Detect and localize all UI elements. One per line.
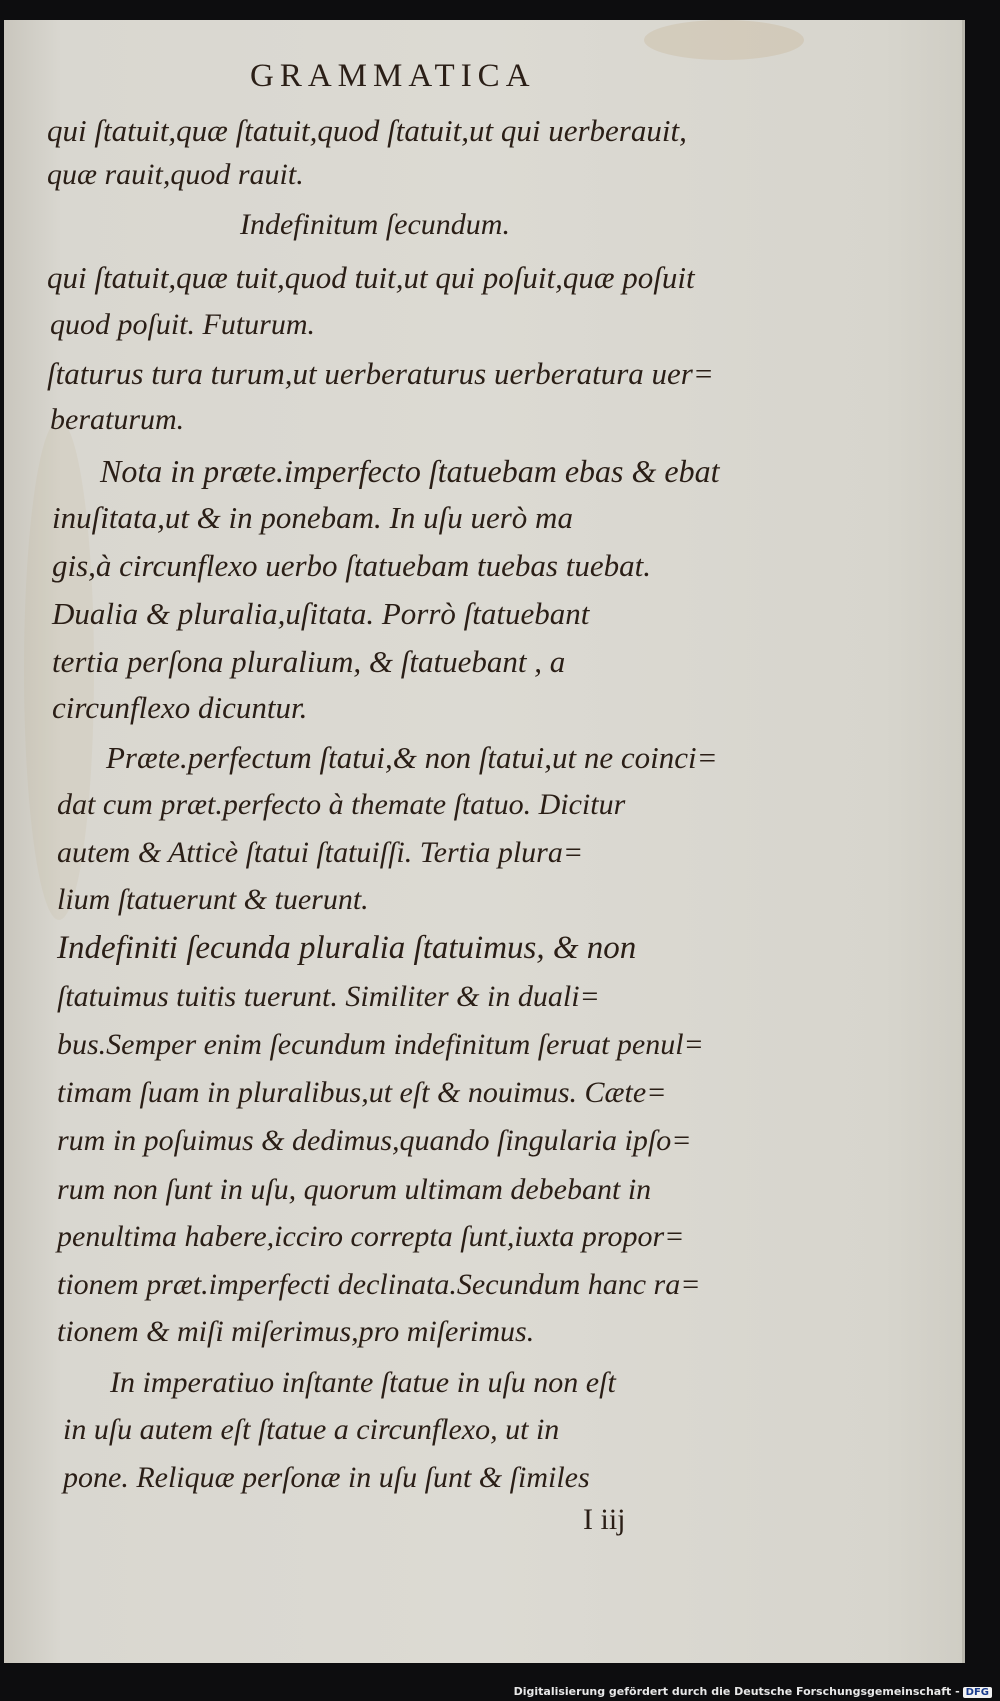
text-line: Indefinitum ſecundum. (240, 208, 510, 241)
text-line: bus.Semper enim ſecundum indefinitum ſeruat penul= (57, 1028, 704, 1061)
text-line: Dualia & pluralia,uſitata. Porrò ſtatuebant (52, 596, 590, 631)
text-line: rum non ſunt in uſu, quorum ultimam debebant in (57, 1173, 652, 1206)
text-line: inuſitata,ut & in ponebam. In uſu uerò ma (52, 500, 573, 535)
credit-text: Digitalisierung gefördert durch die Deutsche Forschungsgemeinschaft - (513, 1685, 960, 1698)
dfg-logo: DFG (963, 1687, 992, 1698)
text-line: ſtatuimus tuitis tuerunt. Similiter & in duali= (57, 980, 600, 1013)
running-header: GRAMMATICA (250, 58, 536, 94)
text-line: rum in poſuimus & dedimus,quando ſingularia ipſo= (57, 1124, 692, 1157)
digitization-credit (514, 1685, 992, 1698)
text-line: gis,à circunflexo uerbo ſtatuebam tuebas tuebat. (52, 548, 651, 583)
signature-mark: I iij (583, 1503, 626, 1536)
text-line: In imperatiuo inſtante ſtatue in uſu non eſt (110, 1366, 616, 1399)
text-line: quod poſuit. Futurum. (50, 308, 316, 341)
text-line: penultima habere,icciro correpta ſunt,iuxta propor= (57, 1220, 685, 1253)
text-line: tionem & miſi miſerimus,pro miſerimus. (57, 1315, 535, 1348)
text-line: Indefiniti ſecunda pluralia ſtatuimus, & non (57, 930, 637, 966)
text-line: tionem præt.imperfecti declinata.Secundum hanc ra= (57, 1268, 701, 1301)
text-line: quæ rauit,quod rauit. (47, 158, 304, 191)
text-line: pone. Reliquæ perſonæ in uſu ſunt & ſimiles (63, 1461, 590, 1494)
text-line: circunflexo dicuntur. (52, 690, 308, 725)
text-line: autem & Atticè ſtatui ſtatuiſſi. Tertia plura= (57, 836, 584, 869)
text-line: qui ſtatuit,quæ tuit,quod tuit,ut qui poſuit,quæ poſuit (47, 260, 695, 295)
text-line: beraturum. (50, 403, 185, 436)
text-line: lium ſtatuerunt & tuerunt. (57, 883, 369, 916)
text-line: Præte.perfectum ſtatui,& non ſtatui,ut ne coinci= (106, 740, 718, 775)
text-line: qui ſtatuit,quæ ſtatuit,quod ſtatuit,ut qui uerberauit, (47, 113, 687, 148)
text-line: tertia perſona pluralium, & ſtatuebant , a (52, 644, 566, 679)
text-line: in uſu autem eſt ſtatue a circunflexo, ut in (63, 1413, 560, 1446)
text-line: Nota in præte.imperfecto ſtatuebam ebas & ebat (100, 453, 720, 489)
paper-stain (644, 20, 804, 60)
text-line: ſtaturus tura turum,ut uerberaturus uerberatura uer= (47, 356, 714, 391)
text-line: timam ſuam in pluralibus,ut eſt & nouimus. Cæte= (57, 1076, 667, 1109)
text-line: dat cum præt.perfecto à themate ſtatuo. Dicitur (57, 788, 626, 821)
